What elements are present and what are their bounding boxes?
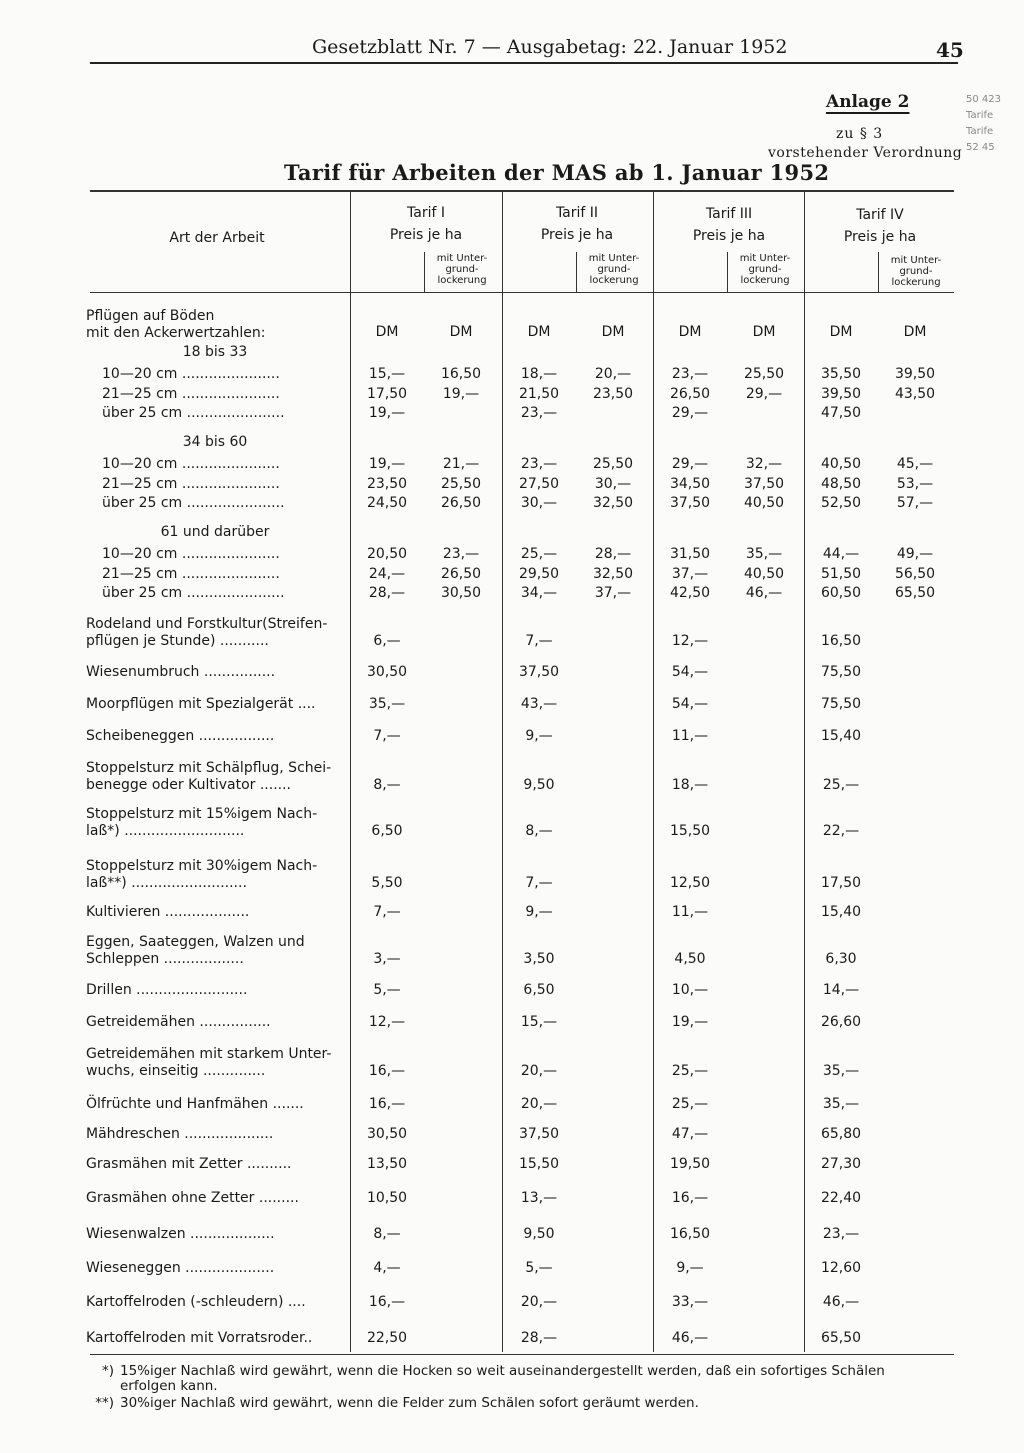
- unit-label: DM: [829, 324, 853, 340]
- margin-note: Tarife: [966, 126, 994, 137]
- row-label: Wiesenumbruch ................: [86, 664, 276, 680]
- tarif-price-label: Preis je ha: [540, 227, 614, 243]
- row-label: Scheibeneggen .................: [86, 728, 275, 744]
- row-label: Kartoffelroden mit Vorratsroder..: [86, 1330, 313, 1346]
- table-cell: 57,—: [896, 495, 934, 511]
- table-cell: 9,—: [525, 728, 553, 744]
- table-cell: 16,50: [669, 1226, 711, 1242]
- row-label: Kultivieren ...................: [86, 904, 250, 920]
- table-cell: 17,50: [820, 875, 862, 891]
- table-cell: 33,—: [671, 1294, 709, 1310]
- table-cell: 30,50: [440, 585, 482, 601]
- row-label: Grasmähen ohne Zetter .........: [86, 1190, 299, 1206]
- table-cell: 12,—: [671, 633, 709, 649]
- table-cell: 20,—: [520, 1096, 558, 1112]
- row-label: Getreidemähen ................: [86, 1014, 271, 1030]
- table-cell: 19,—: [368, 456, 406, 472]
- table-cell: 25,—: [520, 546, 558, 562]
- table-cell: 46,—: [745, 585, 783, 601]
- table-cell: 43,—: [520, 696, 558, 712]
- row-label: 21—25 cm ......................: [102, 475, 280, 492]
- table-cell: 26,50: [440, 495, 482, 511]
- row-label: 21—25 cm ......................: [102, 385, 280, 402]
- table-cell: 10,50: [366, 1190, 408, 1206]
- margin-note: 50 423: [966, 94, 1001, 105]
- table-cell: 9,50: [523, 1226, 555, 1242]
- table-cell: 20,—: [520, 1063, 558, 1079]
- table-cell: 16,50: [440, 366, 482, 382]
- gazette-header: Gesetzblatt Nr. 7 — Ausgabetag: 22. Januar 1952: [312, 36, 788, 58]
- tarif-name: Tarif IV: [856, 207, 904, 223]
- anlage-reference-2: vorstehender Verordnung: [768, 145, 963, 161]
- table-cell: 10,—: [671, 982, 709, 998]
- row-label: über 25 cm ......................: [102, 405, 285, 421]
- table-cell: 24,—: [368, 565, 406, 582]
- table-cell: 37,—: [671, 565, 709, 582]
- unit-label: DM: [449, 324, 473, 340]
- table-cell: 32,—: [745, 456, 783, 472]
- row-label: über 25 cm ......................: [102, 585, 285, 601]
- table-cell: 45,—: [896, 456, 934, 472]
- table-cell: 7,—: [525, 633, 553, 649]
- table-cell: 23,—: [822, 1226, 860, 1242]
- table-cell: 65,50: [820, 1330, 862, 1346]
- margin-note: 52 45: [966, 142, 995, 153]
- table-cell: 24,50: [366, 495, 408, 511]
- table-cell: 51,50: [820, 565, 862, 582]
- row-label: Eggen, Saateggen, Walzen und Schleppen ..................: [86, 934, 305, 967]
- column-header-art: Art der Arbeit: [169, 230, 265, 246]
- table-cell: 30,50: [366, 664, 408, 680]
- tarif-price-label: Preis je ha: [843, 229, 917, 245]
- table-cell: 9,50: [523, 777, 555, 793]
- unit-label: DM: [752, 324, 776, 340]
- table-cell: 5,50: [371, 875, 403, 891]
- row-label: über 25 cm ......................: [102, 495, 285, 511]
- table-cell: 8,—: [525, 823, 553, 839]
- row-label: Mähdreschen ....................: [86, 1126, 274, 1142]
- table-cell: 25,—: [671, 1096, 709, 1112]
- table-cell: 11,—: [671, 904, 709, 920]
- group-heading: 34 bis 60: [182, 434, 248, 450]
- table-cell: 29,—: [671, 405, 709, 421]
- table-cell: 42,50: [669, 585, 711, 601]
- table-cell: 17,50: [366, 385, 408, 402]
- table-cell: 52,50: [820, 495, 862, 511]
- table-cell: 15,50: [518, 1156, 560, 1172]
- page-number: 45: [936, 38, 964, 62]
- table-cell: 34,—: [520, 585, 558, 601]
- table-cell: 54,—: [671, 664, 709, 680]
- table-cell: 23,—: [520, 456, 558, 472]
- table-cell: 21,—: [442, 456, 480, 472]
- table-cell: 34,50: [669, 475, 711, 492]
- table-cell: 28,—: [520, 1330, 558, 1346]
- table-cell: 15,50: [669, 823, 711, 839]
- table-cell: 29,—: [671, 456, 709, 472]
- unit-label: DM: [601, 324, 625, 340]
- table-cell: 30,—: [594, 475, 632, 492]
- header-rule: [90, 62, 958, 64]
- table-cell: 37,50: [669, 495, 711, 511]
- table-cell: 5,—: [373, 982, 401, 998]
- row-label: Grasmähen mit Zetter ..........: [86, 1156, 292, 1172]
- table-cell: 40,50: [743, 565, 785, 582]
- table-cell: 19,—: [368, 405, 406, 421]
- subheader-untergrund: mit Unter- grund- lockerung: [436, 253, 488, 286]
- table-cell: 18,—: [520, 366, 558, 382]
- table-cell: 21,50: [518, 385, 560, 402]
- table-cell: 60,50: [820, 585, 862, 601]
- table-cell: 35,50: [820, 366, 862, 382]
- table-cell: 23,50: [366, 475, 408, 492]
- table-cell: 16,—: [671, 1190, 709, 1206]
- table-cell: 30,—: [520, 495, 558, 511]
- footnote-continuation: erfolgen kann.: [120, 1378, 218, 1394]
- table-cell: 35,—: [368, 696, 406, 712]
- tarif-name: Tarif I: [407, 205, 445, 221]
- table-cell: 39,50: [820, 385, 862, 402]
- anlage-reference: zu § 3: [836, 126, 884, 142]
- table-cell: 16,50: [820, 633, 862, 649]
- table-cell: 7,—: [373, 904, 401, 920]
- footnote-mark: **): [95, 1395, 114, 1411]
- table-cell: 40,50: [820, 456, 862, 472]
- table-cell: 22,40: [820, 1190, 862, 1206]
- table-cell: 20,—: [520, 1294, 558, 1310]
- margin-note: Tarife: [966, 110, 994, 121]
- table-cell: 15,40: [820, 728, 862, 744]
- table-cell: 13,50: [366, 1156, 408, 1172]
- subheader-untergrund: mit Unter- grund- lockerung: [588, 253, 640, 286]
- table-cell: 32,50: [592, 495, 634, 511]
- table-cell: 9,—: [676, 1260, 704, 1276]
- table-cell: 46,—: [671, 1330, 709, 1346]
- row-label: Getreidemähen mit starkem Unter- wuchs, einseitig ..............: [86, 1046, 332, 1079]
- footnote-text: 30%iger Nachlaß wird gewährt, wenn die Felder zum Schälen sofort geräumt werden.: [120, 1395, 699, 1411]
- table-cell: 27,30: [820, 1156, 862, 1172]
- table-cell: 3,—: [373, 951, 401, 967]
- table-cell: 28,—: [368, 585, 406, 601]
- document-title: Tarif für Arbeiten der MAS ab 1. Januar 1952: [284, 160, 830, 185]
- tarif-header-3: [654, 206, 804, 244]
- footnote-2: [84, 1396, 974, 1411]
- table-cell: 47,—: [671, 1126, 709, 1142]
- row-label: Moorpflügen mit Spezialgerät ....: [86, 696, 316, 712]
- table-cell: 20,50: [366, 546, 408, 562]
- row-label: Wiesenwalzen ...................: [86, 1226, 275, 1242]
- table-header-rule: [90, 292, 954, 293]
- table-cell: 26,60: [820, 1014, 862, 1030]
- table-cell: 23,—: [442, 546, 480, 562]
- row-label: Ölfrüchte und Hanfmähen .......: [86, 1096, 304, 1112]
- table-cell: 15,40: [820, 904, 862, 920]
- table-cell: 54,—: [671, 696, 709, 712]
- tarif-price-label: Preis je ha: [389, 227, 463, 243]
- row-label: Wieseneggen ....................: [86, 1260, 275, 1276]
- table-cell: 48,50: [820, 475, 862, 492]
- table-cell: 4,50: [674, 951, 706, 967]
- table-cell: 9,—: [525, 904, 553, 920]
- table-cell: 47,50: [820, 405, 862, 421]
- table-cell: 53,—: [896, 475, 934, 492]
- table-cell: 8,—: [373, 777, 401, 793]
- table-cell: 28,—: [594, 546, 632, 562]
- table-cell: 35,—: [745, 546, 783, 562]
- row-label: Rodeland und Forstkultur(Streifen- pflügen je Stunde) ...........: [86, 616, 328, 649]
- table-cell: 15,—: [520, 1014, 558, 1030]
- table-cell: 22,50: [366, 1330, 408, 1346]
- unit-label: DM: [678, 324, 702, 340]
- tarif-header-2: [502, 205, 652, 243]
- footnote-1: [84, 1364, 974, 1394]
- table-cell: 75,50: [820, 664, 862, 680]
- table-cell: 35,—: [822, 1063, 860, 1079]
- table-cell: 16,—: [368, 1096, 406, 1112]
- table-cell: 31,50: [669, 546, 711, 562]
- table-cell: 25,—: [822, 777, 860, 793]
- table-cell: 16,—: [368, 1063, 406, 1079]
- table-cell: 5,—: [525, 1260, 553, 1276]
- table-cell: 37,50: [743, 475, 785, 492]
- table-cell: 26,50: [440, 565, 482, 582]
- table-cell: 25,50: [592, 456, 634, 472]
- table-cell: 75,50: [820, 696, 862, 712]
- table-cell: 6,30: [825, 951, 857, 967]
- table-cell: 11,—: [671, 728, 709, 744]
- table-cell: 29,50: [518, 565, 560, 582]
- subheader-untergrund: mit Unter- grund- lockerung: [890, 255, 942, 288]
- table-cell: 26,50: [669, 385, 711, 402]
- table-cell: 23,—: [671, 366, 709, 382]
- table-cell: 30,50: [366, 1126, 408, 1142]
- tarif-header-1: [351, 205, 501, 243]
- table-cell: 40,50: [743, 495, 785, 511]
- table-cell: 3,50: [523, 951, 555, 967]
- table-cell: 23,—: [520, 405, 558, 421]
- row-label: Kartoffelroden (-schleudern) ....: [86, 1294, 306, 1310]
- row-label: 10—20 cm ......................: [102, 456, 280, 472]
- table-cell: 23,50: [592, 385, 634, 402]
- table-cell: 16,—: [368, 1294, 406, 1310]
- table-cell: 19,—: [671, 1014, 709, 1030]
- table-cell: 46,—: [822, 1294, 860, 1310]
- table-cell: 12,50: [669, 875, 711, 891]
- table-cell: 29,—: [745, 385, 783, 402]
- table-cell: 6,50: [523, 982, 555, 998]
- table-cell: 43,50: [894, 385, 936, 402]
- row-label: Drillen .........................: [86, 982, 248, 998]
- table-cell: 4,—: [373, 1260, 401, 1276]
- table-cell: 49,—: [896, 546, 934, 562]
- unit-label: DM: [375, 324, 399, 340]
- table-cell: 13,—: [520, 1190, 558, 1206]
- table-cell: 37,—: [594, 585, 632, 601]
- table-cell: 25,—: [671, 1063, 709, 1079]
- table-cell: 32,50: [592, 565, 634, 582]
- table-cell: 19,—: [442, 385, 480, 402]
- table-cell: 20,—: [594, 366, 632, 382]
- section-label: Pflügen auf Böden mit den Ackerwertzahlen:: [86, 308, 266, 341]
- footnote-rule: [90, 1354, 954, 1355]
- tarif-header-4: [805, 207, 955, 245]
- table-cell: 39,50: [894, 366, 936, 382]
- group-heading: 18 bis 33: [182, 344, 248, 360]
- tarif-name: Tarif III: [705, 206, 753, 222]
- table-cell: 18,—: [671, 777, 709, 793]
- table-cell: 15,—: [368, 366, 406, 382]
- table-cell: 35,—: [822, 1096, 860, 1112]
- row-label: 10—20 cm ......................: [102, 366, 280, 382]
- footnote-mark: *): [101, 1363, 114, 1379]
- table-cell: 22,—: [822, 823, 860, 839]
- table-cell: 25,50: [440, 475, 482, 492]
- subheader-untergrund: mit Unter- grund- lockerung: [739, 253, 791, 286]
- table-cell: 12,60: [820, 1260, 862, 1276]
- row-label: 10—20 cm ......................: [102, 546, 280, 562]
- table-cell: 8,—: [373, 1226, 401, 1242]
- row-label: 21—25 cm ......................: [102, 565, 280, 582]
- table-cell: 14,—: [822, 982, 860, 998]
- unit-label: DM: [903, 324, 927, 340]
- table-cell: 37,50: [518, 1126, 560, 1142]
- table-cell: 37,50: [518, 664, 560, 680]
- tarif-name: Tarif II: [555, 205, 599, 221]
- row-label: Stoppelsturz mit 30%igem Nach- laß**) ..........................: [86, 858, 318, 891]
- table-cell: 44,—: [822, 546, 860, 562]
- anlage-label: Anlage 2: [826, 92, 910, 112]
- table-cell: 7,—: [525, 875, 553, 891]
- group-heading: 61 und darüber: [160, 524, 270, 540]
- tarif-price-label: Preis je ha: [692, 228, 766, 244]
- row-label: Stoppelsturz mit Schälpflug, Schei- benegge oder Kultivator .......: [86, 760, 332, 793]
- table-cell: 19,50: [669, 1156, 711, 1172]
- row-label: Stoppelsturz mit 15%igem Nach- laß*) ...........................: [86, 806, 318, 839]
- table-cell: 56,50: [894, 565, 936, 582]
- table-cell: 6,50: [371, 823, 403, 839]
- table-cell: 6,—: [373, 633, 401, 649]
- table-cell: 25,50: [743, 366, 785, 382]
- table-cell: 65,50: [894, 585, 936, 601]
- footnote-text: 15%iger Nachlaß wird gewährt, wenn die Hocken so weit auseinandergestellt werden, daß ein sofortiges Schälen: [120, 1363, 885, 1379]
- unit-label: DM: [527, 324, 551, 340]
- table-cell: 27,50: [518, 475, 560, 492]
- table-cell: 7,—: [373, 728, 401, 744]
- table-cell: 12,—: [368, 1014, 406, 1030]
- table-top-rule: [90, 190, 954, 192]
- table-cell: 65,80: [820, 1126, 862, 1142]
